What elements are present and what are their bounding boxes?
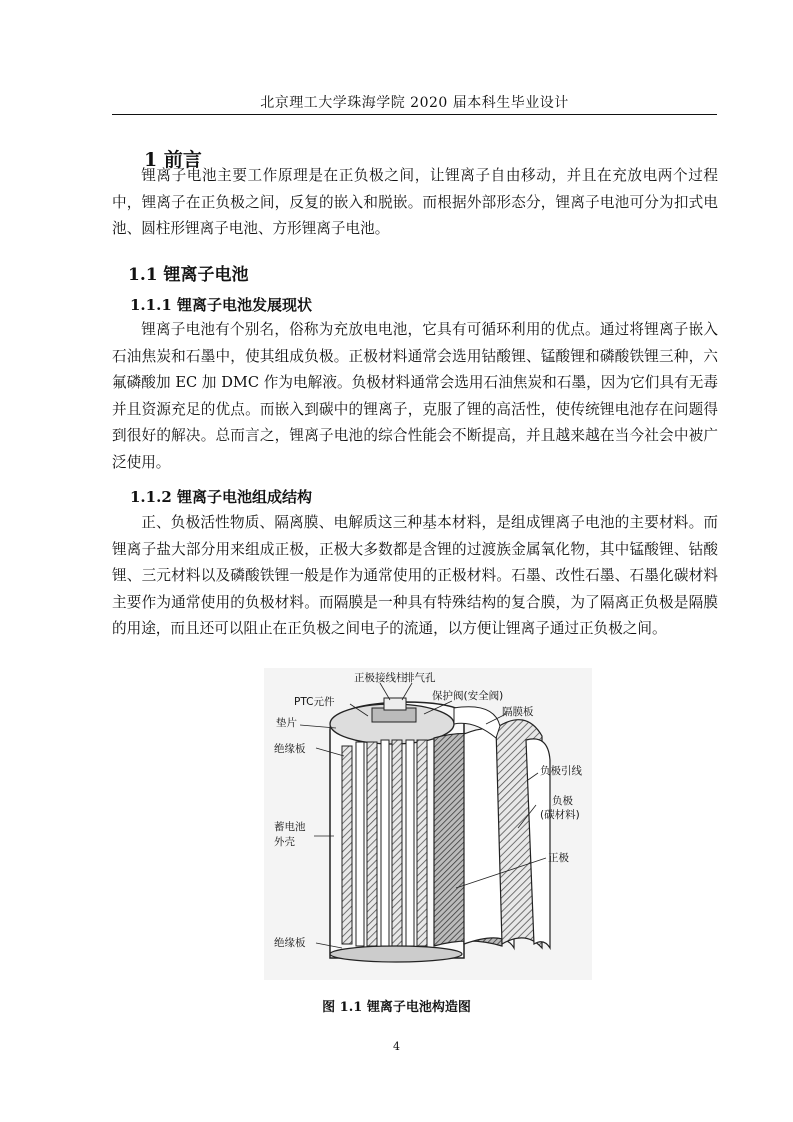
page-header: 北京理工大学珠海学院 2020 届本科生毕业设计 [260, 95, 569, 111]
label-vent: 排气孔 [404, 672, 436, 684]
label-safety-valve: 保护阀(安全阀) [432, 690, 504, 702]
paragraph-development: 锂离子电池有个别名，俗称为充放电电池，它具有可循环利用的优点。通过将锂离子嵌入石油焦炭和石墨中，使其组成负极。正极材料通常会选用钴酸锂、锰酸锂和磷酸铁锂三种，六氟磷酸加 EC 加 DMC 作为电解液。负极材料通常会选用石油焦炭和石墨，因为它们具有无毒并且资源充足的优点。而嵌入到碳中的锂离子，克服了锂的高活性，使传统锂电池存在问题得到很好的解决。总而言之，锂离子电池的综合性能会不断提高，并且越来越在当今社会中被广泛使用。 [112, 321, 718, 471]
figure-caption: 图 1.1 锂离子电池构造图 [322, 1000, 471, 1015]
section-heading-1-1-2: 1.1.2 锂离子电池组成结构 [130, 488, 312, 506]
label-negative: 负极 [552, 795, 573, 807]
section-heading-1-1: 1.1 锂离子电池 [128, 265, 249, 285]
section-heading-1: 1 前言 [144, 149, 202, 171]
label-casing-1: 蓄电池 [274, 821, 306, 833]
label-negative-lead: 负极引线 [540, 765, 582, 777]
label-insulator-bottom: 绝缘板 [274, 937, 306, 949]
label-positive: 正极 [548, 852, 569, 864]
label-gasket: 垫片 [276, 717, 297, 729]
page-number: 4 [393, 1040, 400, 1053]
label-ptc: PTC元件 [294, 696, 335, 708]
label-separator: 隔膜板 [502, 706, 534, 718]
label-positive-terminal: 正极接线柱 [354, 672, 407, 684]
label-negative-material: (碳材料) [540, 809, 580, 821]
paragraph-intro: 锂离子电池主要工作原理是在正负极之间，让锂离子自由移动，并且在充放电两个过程中，锂离子在正负极之间，反复的嵌入和脱嵌。而根据外部形态分，锂离子电池可分为扣式电池、圆柱形锂离子电池、方形锂离子电池。 [112, 167, 718, 237]
header-rule [112, 114, 717, 115]
paragraph-structure: 正、负极活性物质、隔离膜、电解质这三种基本材料，是组成锂离子电池的主要材料。而锂离子盐大部分用来组成正极，正极大多数都是含锂的过渡族金属氧化物，其中锰酸锂、钴酸锂、三元材料以及磷酸铁锂一般是作为通常使用的正极材料。石墨、改性石墨、石墨化碳材料主要作为通常使用的负极材料。而隔膜是一种具有特殊结构的复合膜，为了隔离正负极是隔膜的用途，而且还可以阻止在正负极之间电子的流通，以方便让锂离子通过正负极之间。 [112, 514, 718, 637]
battery-structure-figure [264, 668, 592, 980]
label-casing-2: 外壳 [274, 836, 295, 848]
label-insulator-top: 绝缘板 [274, 743, 306, 755]
section-heading-1-1-1: 1.1.1 锂离子电池发展现状 [130, 296, 312, 314]
